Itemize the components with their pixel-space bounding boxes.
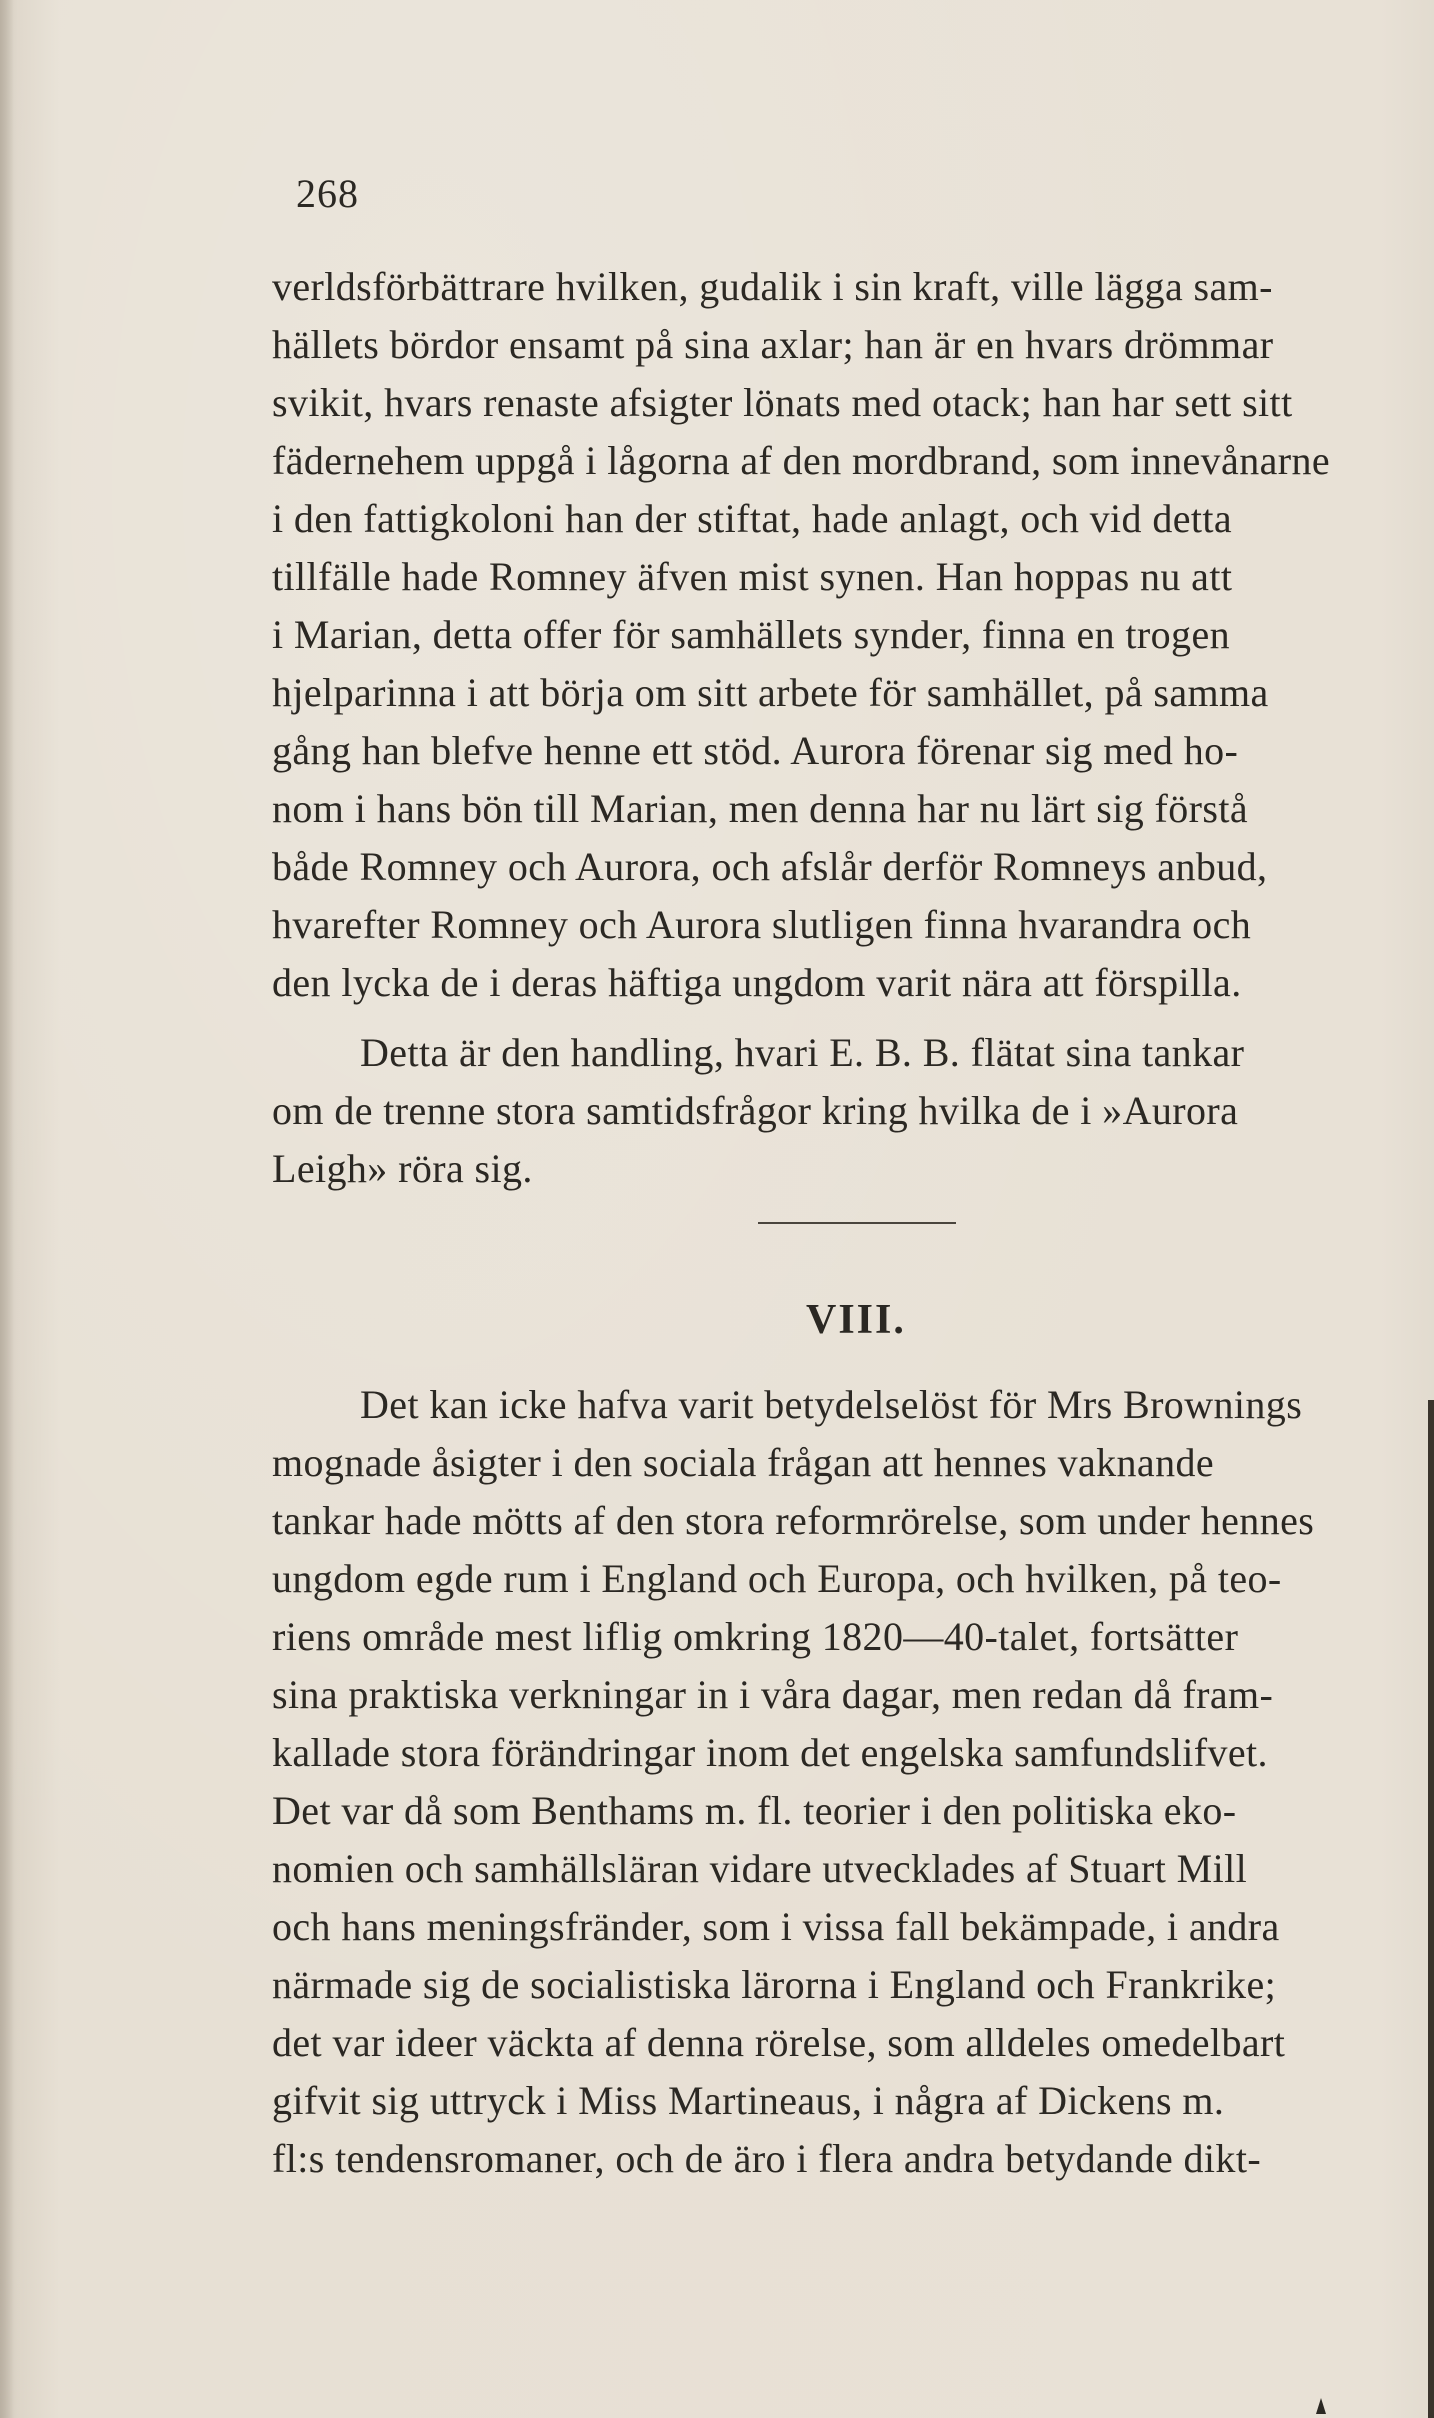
text-line: hvarefter Romney och Aurora slutligen finna hvarandra och	[272, 902, 1252, 947]
text-line: tillfälle hade Romney äfven mist synen. Han hoppas nu att	[272, 554, 1233, 599]
text-line: den lycka de i deras häftiga ungdom varit nära att förspilla.	[272, 960, 1242, 1005]
page-corner-mark	[1316, 2398, 1326, 2414]
text-line: Detta är den handling, hvari E. B. B. flätat sina tankar	[360, 1030, 1245, 1075]
paragraph-1	[272, 258, 1434, 1012]
text-line: sina praktiska verkningar in i våra dagar, men redan då fram-	[272, 1672, 1274, 1717]
text-line: i den fattigkoloni han der stiftat, hade anlagt, och vid detta	[272, 496, 1233, 541]
text-line: verldsförbättrare hvilken, gudalik i sin kraft, ville lägga sam-	[272, 264, 1273, 309]
page-number: 268	[296, 171, 359, 216]
paragraph-3	[272, 1376, 1434, 2188]
text-line: tankar hade mötts af den stora reformrörelse, som under hennes	[272, 1498, 1315, 1543]
paragraph-2	[272, 1024, 1434, 1198]
section-heading: VIII.	[806, 1297, 906, 1343]
text-line: närmade sig de socialistiska lärorna i England och Frankrike;	[272, 1962, 1277, 2007]
text-line: och hans meningsfränder, som i vissa fall bekämpade, i andra	[272, 1904, 1280, 1949]
text-line: kallade stora förändringar inom det engelska samfundslifvet.	[272, 1730, 1268, 1775]
scan-edge-strip	[1428, 1400, 1434, 2418]
text-line: Det kan icke hafva varit betydelselöst för Mrs Brownings	[360, 1382, 1303, 1427]
section-divider	[758, 1222, 956, 1224]
text-line: hjelparinna i att börja om sitt arbete för samhället, på samma	[272, 670, 1269, 715]
text-line: fädernehem uppgå i lågorna af den mordbrand, som innevånarne	[272, 438, 1331, 483]
text-line: fl:s tendensromaner, och de äro i flera andra betydande dikt-	[272, 2136, 1262, 2181]
text-line: i Marian, detta offer för samhällets synder, finna en trogen	[272, 612, 1231, 657]
text-line: Det var då som Benthams m. fl. teorier i den politiska eko-	[272, 1788, 1237, 1833]
text-line: mognade åsigter i den sociala frågan att hennes vaknande	[272, 1440, 1215, 1485]
text-line: riens område mest liflig omkring 1820—40-talet, fortsätter	[272, 1614, 1239, 1659]
text-line: hällets bördor ensamt på sina axlar; han är en hvars drömmar	[272, 322, 1274, 367]
text-line: både Romney och Aurora, och afslår derför Romneys anbud,	[272, 844, 1268, 889]
text-line: om de trenne stora samtidsfrågor kring hvilka de i »Aurora	[272, 1088, 1239, 1133]
text-line: Leigh» röra sig.	[272, 1146, 533, 1191]
text-line: gång han blefve henne ett stöd. Aurora förenar sig med ho-	[272, 728, 1239, 773]
text-line: ungdom egde rum i England och Europa, och hvilken, på teo-	[272, 1556, 1282, 1601]
text-line: svikit, hvars renaste afsigter lönats med otack; han har sett sitt	[272, 380, 1293, 425]
text-line: nomien och samhällsläran vidare utvecklades af Stuart Mill	[272, 1846, 1248, 1891]
page-gutter-shadow	[0, 0, 14, 2418]
text-line: gifvit sig uttryck i Miss Martineaus, i några af Dickens m.	[272, 2078, 1225, 2123]
text-line: det var ideer väckta af denna rörelse, som alldeles omedelbart	[272, 2020, 1286, 2065]
text-line: nom i hans bön till Marian, men denna har nu lärt sig förstå	[272, 786, 1249, 831]
